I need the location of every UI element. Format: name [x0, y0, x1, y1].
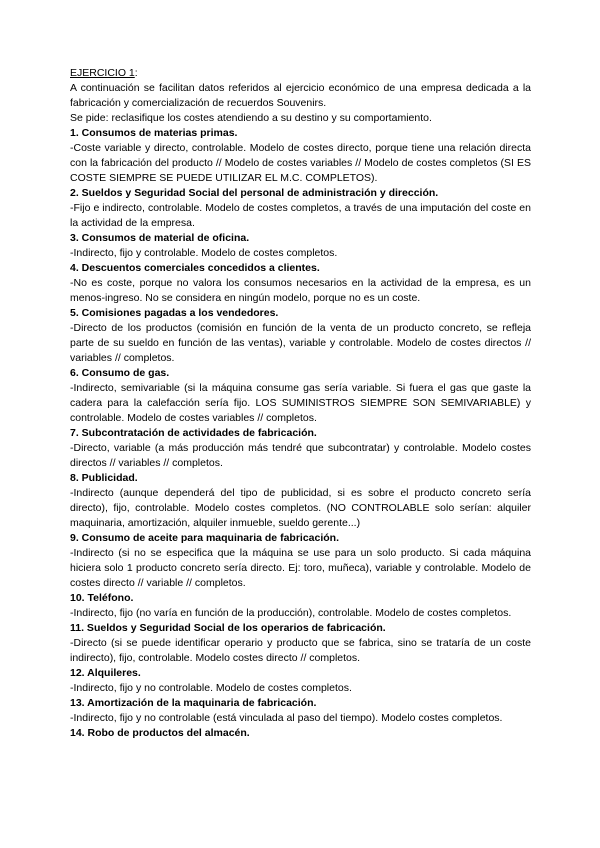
- item-heading: 2. Sueldos y Seguridad Social del personal de administración y dirección.: [70, 187, 439, 199]
- item-heading: 3. Consumos de material de oficina.: [70, 232, 250, 244]
- item-body: -Indirecto (aunque dependerá del tipo de publicidad, si es sobre el producto concreto sería directo), fijo, controlable. Modelo costes completos. (NO CONTROLABLE solo serían: alquiler maquinaria, amortización, alquiler inmueble, sueldo gerente...): [70, 487, 531, 529]
- cost-item-4: [70, 261, 531, 306]
- item-body: -Coste variable y directo, controlable. Modelo de costes directo, porque tiene una relación directa con la fabricación del producto // Modelo de costes variables // Modelo de costes completos (SI ES COSTE SIEMPRE SE PUEDE UTILIZAR EL M.C. COMPLETOS).: [70, 142, 531, 184]
- cost-item-12: [70, 666, 531, 696]
- cost-item-14: [70, 726, 531, 741]
- item-body: -Indirecto, fijo y no controlable. Modelo de costes completos.: [70, 682, 352, 694]
- cost-item-5: [70, 306, 531, 366]
- item-heading: 10. Teléfono.: [70, 592, 134, 604]
- intro-paragraph: A continuación se facilitan datos referidos al ejercicio económico de una empresa dedicada a la fabricación y comercialización de recuerdos Souvenirs.: [70, 82, 531, 109]
- item-heading: 5. Comisiones pagadas a los vendedores.: [70, 307, 279, 319]
- cost-item-11: [70, 621, 531, 666]
- item-heading: 13. Amortización de la maquinaria de fabricación.: [70, 697, 317, 709]
- item-body: -Indirecto, fijo y controlable. Modelo de costes completos.: [70, 247, 338, 259]
- item-heading: 1. Consumos de materias primas.: [70, 127, 238, 139]
- item-heading: 8. Publicidad.: [70, 472, 138, 484]
- item-heading: 9. Consumo de aceite para maquinaria de fabricación.: [70, 532, 340, 544]
- item-heading: 4. Descuentos comerciales concedidos a clientes.: [70, 262, 320, 274]
- item-heading: 7. Subcontratación de actividades de fabricación.: [70, 427, 317, 439]
- cost-item-1: [70, 126, 531, 186]
- cost-item-2: [70, 186, 531, 231]
- item-heading: 12. Alquileres.: [70, 667, 141, 679]
- cost-item-6: [70, 366, 531, 426]
- item-body: -Directo de los productos (comisión en función de la venta de un producto concreto, se refleja parte de su sueldo en función de las ventas), variable y controlable. Modelo de costes directos // variables // completos.: [70, 322, 531, 364]
- document-content: [70, 66, 531, 741]
- cost-item-10: [70, 591, 531, 621]
- item-body: -Indirecto (si no se especifica que la máquina se use para un solo producto. Si cada máquina hiciera solo 1 producto concreto sería directo. Ej: toro, muñeca), variable y controlable. Modelo de costes directo // variable // completos.: [70, 547, 531, 589]
- cost-item-8: [70, 471, 531, 531]
- item-body: -Indirecto, fijo (no varía en función de la producción), controlable. Modelo de costes completos.: [70, 607, 512, 619]
- item-body: -No es coste, porque no valora los consumos necesarios en la actividad de la empresa, es un menos-ingreso. No se considera en ningún modelo, porque no es un coste.: [70, 277, 531, 304]
- item-body: -Directo, variable (a más producción más tendré que subcontratar) y controlable. Modelo costes directos // variables // completos.: [70, 442, 531, 469]
- page-title-colon: :: [134, 67, 138, 79]
- cost-item-3: [70, 231, 531, 261]
- cost-item-7: [70, 426, 531, 471]
- instruction-paragraph: Se pide: reclasifique los costes atendiendo a su destino y su comportamiento.: [70, 112, 432, 124]
- cost-item-13: [70, 696, 531, 726]
- item-body: -Indirecto, semivariable (si la máquina consume gas sería variable. Si fuera el gas que gaste la cadera para la calefacción sería fijo. LOS SUMINISTROS SIEMPRE SON SEMIVARIABLE) y controlable. Modelo de costes variables // completos.: [70, 382, 531, 424]
- item-heading: 6. Consumo de gas.: [70, 367, 170, 379]
- item-body: -Directo (si se puede identificar operario y producto que se fabrica, sino se trataría de un coste indirecto), fijo, controlable. Modelo costes directo // completos.: [70, 637, 531, 664]
- item-body: -Fijo e indirecto, controlable. Modelo de costes completos, a través de una imputación del coste en la actividad de la empresa.: [70, 202, 531, 229]
- page-title-text: EJERCICIO 1: [70, 67, 135, 79]
- cost-item-9: [70, 531, 531, 591]
- item-heading: 11. Sueldos y Seguridad Social de los operarios de fabricación.: [70, 622, 386, 634]
- item-heading: 14. Robo de productos del almacén.: [70, 727, 250, 739]
- item-body: -Indirecto, fijo y no controlable (está vinculada al paso del tiempo). Modelo costes completos.: [70, 712, 503, 724]
- page-title: [70, 66, 531, 81]
